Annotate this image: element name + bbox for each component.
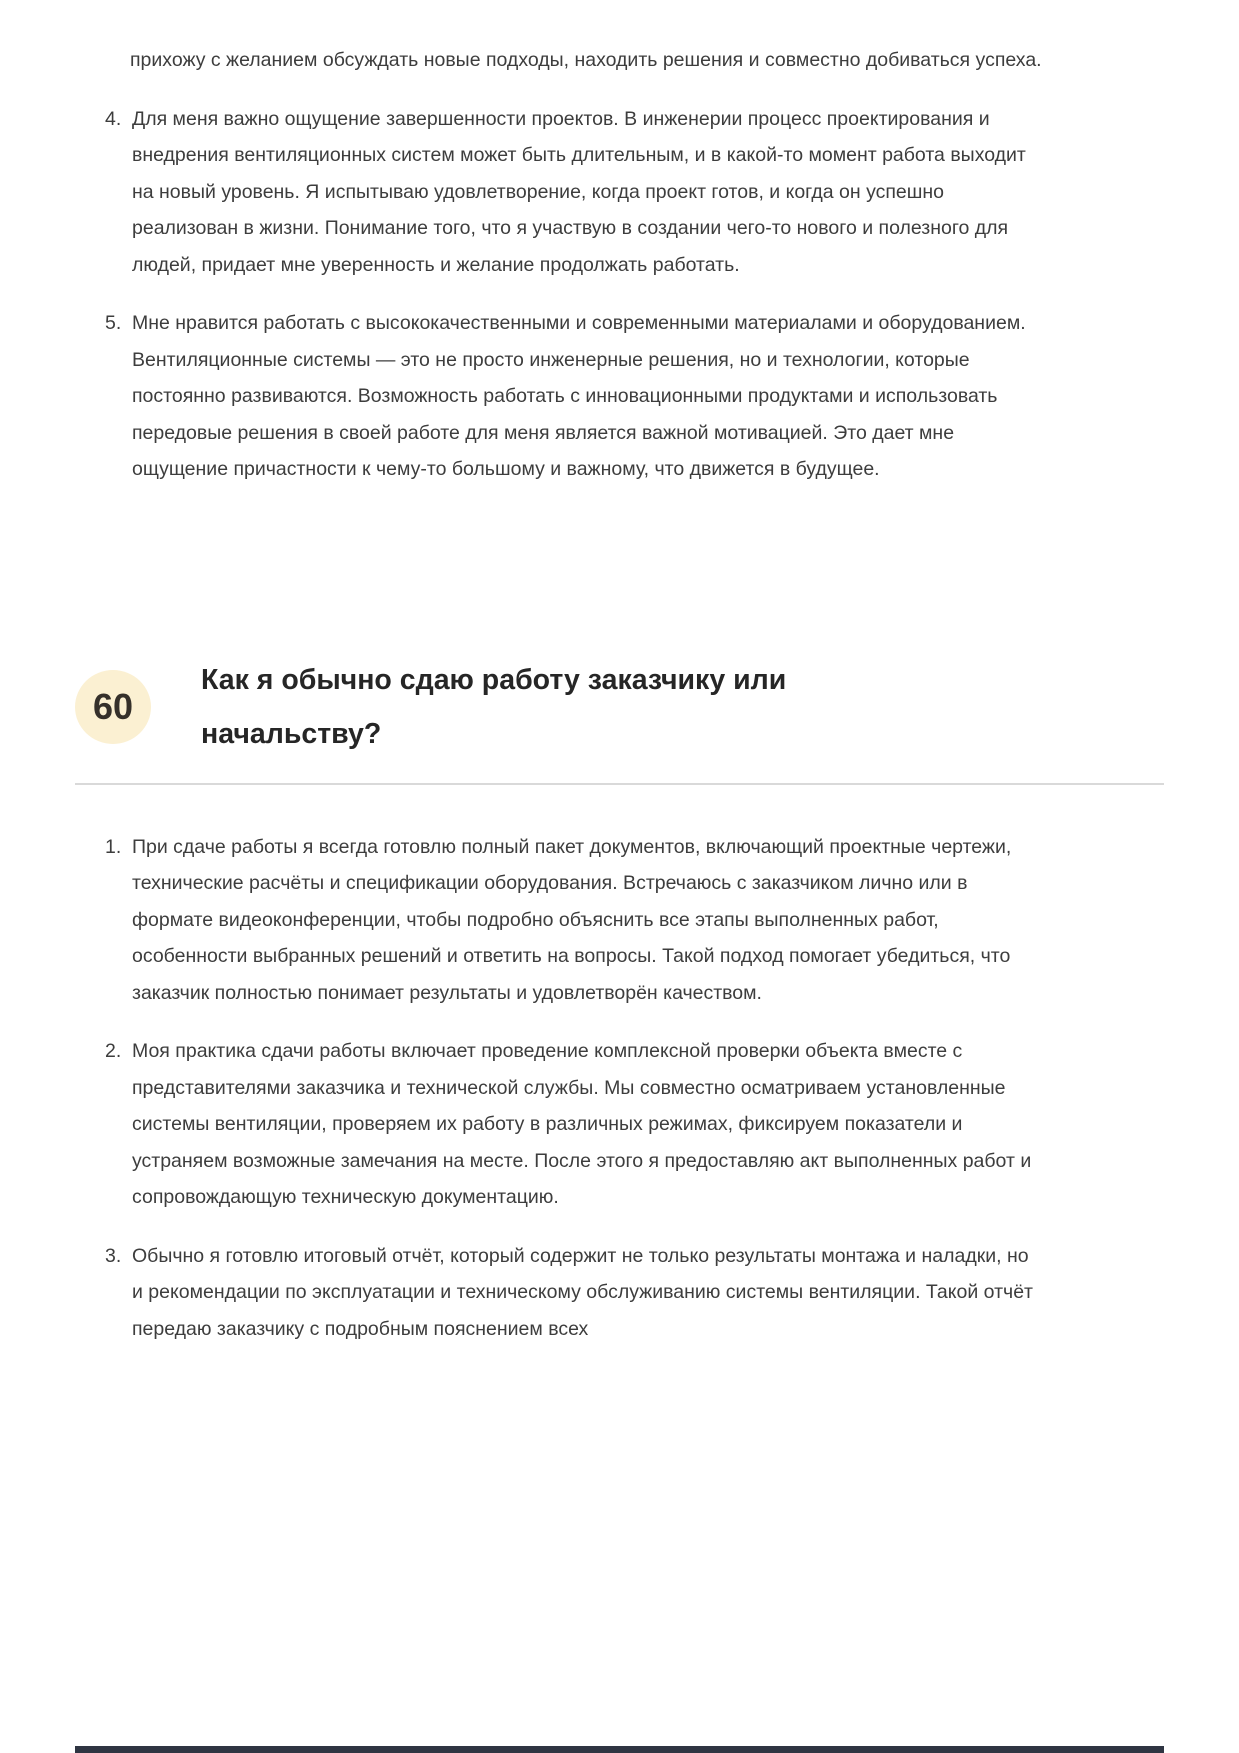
question-title: Как я обычно сдаю работу заказчику или начальству? <box>201 663 787 750</box>
question-number-badge: 60 <box>75 670 151 744</box>
footer-bar <box>75 1746 1164 1753</box>
paragraph-continuation: прихожу с желанием обсуждать новые подходы, находить решения и совместно добиваться успеха. <box>130 49 1042 71</box>
list-item-marker: 1. <box>105 835 122 858</box>
list-item-marker: 3. <box>105 1244 122 1267</box>
list-item <box>105 305 1164 488</box>
question-section <box>75 653 1164 1348</box>
answer-list-current-question <box>105 829 1164 1348</box>
list-item-marker: 4. <box>105 107 122 130</box>
list-item <box>105 1238 1164 1348</box>
list-item-text: При сдаче работы я всегда готовлю полный пакет документов, включающий проектные чертежи, технические расчёты и спецификации оборудования. Встречаюсь с заказчиком лично или в формате видеоконференции, чтобы подробно объяснить все этапы выполненных работ, особенности выбранных решений и ответить на вопросы. Такой подход помогает убедиться, что заказчик полностью понимает результаты и удовлетворён качеством. <box>132 835 1012 1004</box>
list-item-text: Для меня важно ощущение завершенности проектов. В инженерии процесс проектирования и внедрения вентиляционных систем может быть длительным, и в какой-то момент работа выходит на новый уровень. Я испытываю удовлетворение, когда проект готов, и когда он успешно реализован в жизни. Понимание того, что я участвую в создании чего-то нового и полезного для людей, придает мне уверенность и желание продолжать работать. <box>132 107 1026 276</box>
list-item-text: Моя практика сдачи работы включает проведение комплексной проверки объекта вместе с представителями заказчика и технической службы. Мы совместно осматриваем установленные системы вентиляции, проверяем их работу в различных режимах, фиксируем показатели и устраняем возможные замечания на месте. После этого я предоставляю акт выполненных работ и сопровождающую техническую документацию. <box>132 1040 1032 1208</box>
answer-list-previous-question <box>105 101 1164 488</box>
list-item <box>105 829 1164 1012</box>
list-item-text: Обычно я готовлю итоговый отчёт, который содержит не только результаты монтажа и наладки, но и рекомендации по эксплуатации и техническому обслуживанию системы вентиляции. Такой отчёт передаю заказчику с подробным пояснением всех <box>132 1244 1033 1340</box>
list-item-marker: 5. <box>105 312 122 334</box>
section-divider <box>75 783 1164 785</box>
list-item <box>105 101 1164 284</box>
question-section-header <box>75 653 1164 761</box>
list-item-text: Мне нравится работать с высококачественными и современными материалами и оборудованием. Вентиляционные системы — это не просто инженерные решения, но и технологии, которые постоянно развиваются. Возможность работать с инновационными продуктами и использовать передовые решения в своей работе для меня является важной мотивацией. Это дает мне ощущение причастности к чему-то большому и важному, что движется в будущее. <box>132 312 1026 480</box>
list-item-marker: 2. <box>105 1040 122 1062</box>
list-item <box>105 1033 1164 1216</box>
